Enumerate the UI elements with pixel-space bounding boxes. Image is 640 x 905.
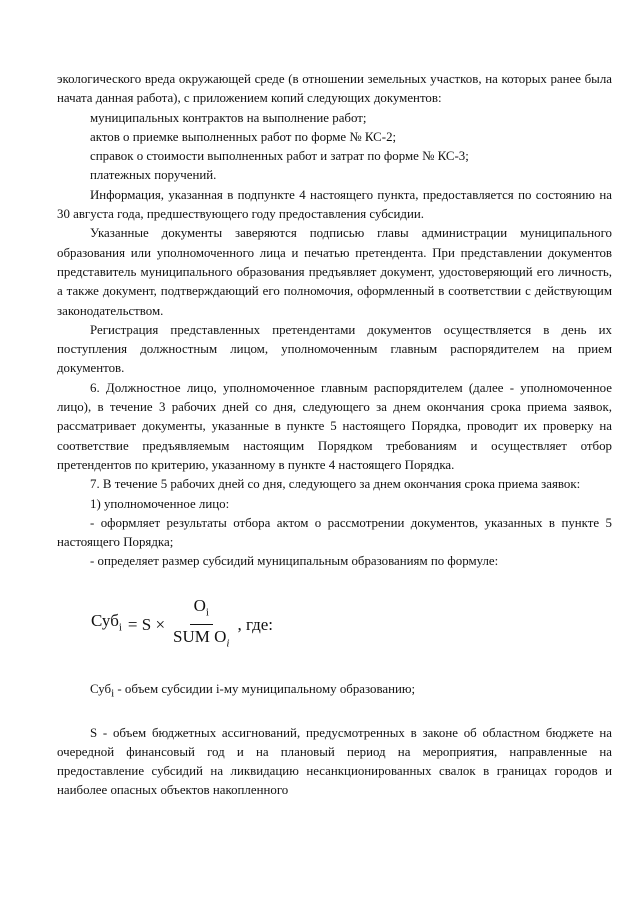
formula-eq: = S × [127, 615, 166, 635]
definition-s: S - объем бюджетных ассигнований, предусмотренных в законе об областном бюджете на очередной финансовый год и на плановый период на мероприятия, направленные на предоставление субсидий на ликвидацию несанкционированных свалок в границах городов и наиболее опасных объектов накопленного [57, 725, 612, 798]
list-item: платежных поручений. [90, 168, 217, 183]
formula-denominator: SUM $O_i$ [173, 627, 230, 650]
paragraph: Регистрация представленных претендентами документов осуществляется в день их поступления должностным лицом, уполномоченным главным распорядителем на прием документов. [57, 322, 612, 376]
formula-fraction [169, 596, 233, 654]
list-item: актов о приемке выполненных работ по форме № КС-2; [90, 129, 397, 144]
paragraph-item-6: 6. Должностное лицо, уполномоченное главным распорядителем (далее - уполномоченное лицо), в течение 3 рабочих дней со дня, следующего за днем окончания срока приема заявок, рассматривает документы, указанные в пункте 5 настоящего Порядка, проводит их проверку на соответствие предъявляемым настоящим Порядком требованиям и осуществляет отбор претендентов по критерию, указанному в пункте 4 настоящего Порядка. [57, 380, 612, 472]
formula-numerator: $O_i$ [190, 596, 213, 625]
list-item: справок о стоимости выполненных работ и затрат по форме № КС-3; [90, 149, 469, 164]
dash-item: - оформляет результаты отбора актом о рассмотрении документов, указанных в пункте 5 настоящего Порядка; [57, 515, 612, 550]
list-item: муниципальных контрактов на выполнение работ; [90, 110, 367, 125]
paragraph-continuation: экологического вреда окружающей среде (в отношении земельных участков, на которых ранее была начата данная работа), с приложением копий следующих документов: [57, 72, 612, 106]
document-page [57, 70, 612, 801]
formula-lhs: Суб$_i$ [91, 611, 122, 634]
paragraph-item-7: 7. В течение 5 рабочих дней со дня, следующего за днем окончания срока приема заявок: [90, 477, 581, 492]
subsidy-formula [91, 590, 612, 660]
formula-tail: , где: [237, 615, 274, 635]
dash-item: - определяет размер субсидий муниципальным образованиям по формуле: [90, 554, 499, 569]
subitem-1: 1) уполномоченное лицо: [90, 496, 230, 511]
paragraph: Указанные документы заверяются подписью главы администрации муниципального образования или уполномоченного лица и печатью претендента. При представлении документов представитель муниципального образования предъявляет документ, удостоверяющий его личность, а также документ, подтверждающий его полномочия, оформленный в соответствии с действующим законодательством. [57, 226, 612, 318]
paragraph: Информация, указанная в подпункте 4 настоящего пункта, предоставляется по состоянию на 30 августа года, предшествующего году предоставления субсидии. [57, 187, 612, 222]
definition-sub: Суб$_i$ - объем субсидии i-му муниципальному образованию; [90, 681, 416, 700]
